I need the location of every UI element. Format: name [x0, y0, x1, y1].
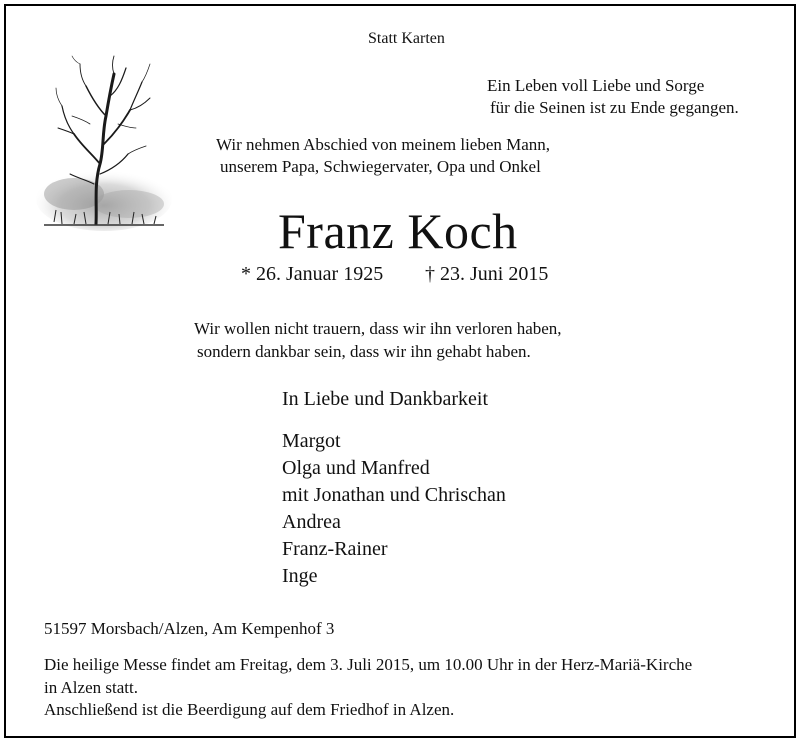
verse-line-2: sondern dankbar sein, dass wir ihn gehabt haben.: [197, 342, 531, 361]
mourner-3: mit Jonathan und Chrischan: [282, 484, 506, 506]
motto-line-1: Ein Leben voll Liebe und Sorge: [487, 76, 705, 95]
intro-line-1: Wir nehmen Abschied von meinem lieben Mann,: [216, 135, 551, 154]
service-line-3: Anschließend ist die Beerdigung auf dem Friedhof in Alzen.: [44, 700, 455, 719]
intro-line-2: unserem Papa, Schwiegervater, Opa und Onkel: [220, 157, 541, 176]
verse-line-1: Wir wollen nicht trauern, dass wir ihn verloren haben,: [194, 319, 562, 338]
mourner-6: Inge: [282, 565, 318, 587]
tree-icon: [34, 54, 174, 232]
service-line-1: Die heilige Messe findet am Freitag, dem 3. Juli 2015, um 10.00 Uhr in der Herz-Mariä-Kirche: [44, 655, 693, 674]
mourner-4: Andrea: [282, 511, 341, 533]
birth-date: * 26. Januar 1925: [241, 263, 384, 285]
mourner-5: Franz-Rainer: [282, 538, 388, 560]
service-line-2: in Alzen statt.: [44, 678, 138, 697]
death-date: † 23. Juni 2015: [425, 263, 549, 285]
address-text: 51597 Morsbach/Alzen, Am Kempenhof 3: [44, 619, 335, 638]
deceased-name: Franz Koch: [278, 203, 518, 259]
motto-line-2: für die Seinen ist zu Ende gegangen.: [490, 98, 739, 117]
header-text: Statt Karten: [368, 30, 445, 47]
mourner-2: Olga und Manfred: [282, 457, 430, 479]
closing-text: In Liebe und Dankbarkeit: [282, 388, 489, 410]
mourner-1: Margot: [282, 430, 341, 452]
